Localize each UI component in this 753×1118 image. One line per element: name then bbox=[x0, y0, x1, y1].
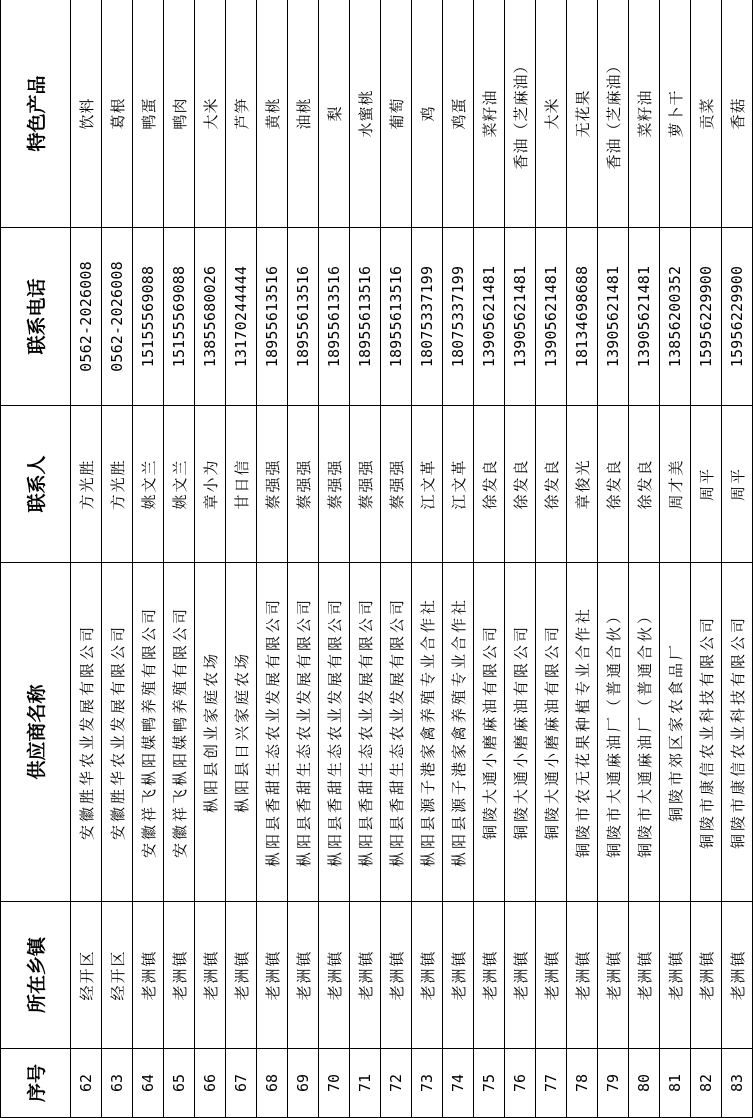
row-town: 老洲镇 bbox=[505, 902, 536, 1049]
row-index: 65 bbox=[164, 1049, 195, 1118]
row-phone: 18955613516 bbox=[257, 228, 288, 406]
row-product: 贡菜 bbox=[691, 0, 722, 228]
row-index: 73 bbox=[412, 1049, 443, 1118]
row-index: 71 bbox=[350, 1049, 381, 1118]
row-town: 老洲镇 bbox=[443, 902, 474, 1049]
row-phone: 18075337199 bbox=[412, 228, 443, 406]
row-supplier: 铜陵市大通麻油厂（普通合伙） bbox=[629, 563, 660, 902]
table-row bbox=[226, 0, 257, 1118]
row-phone: 0562-2026008 bbox=[102, 228, 133, 406]
row-contact: 周平 bbox=[722, 406, 753, 563]
table-row bbox=[722, 0, 753, 1118]
row-index: 70 bbox=[319, 1049, 350, 1118]
row-contact: 徐发良 bbox=[629, 406, 660, 563]
row-index: 82 bbox=[691, 1049, 722, 1118]
row-index: 67 bbox=[226, 1049, 257, 1118]
row-town: 老洲镇 bbox=[164, 902, 195, 1049]
row-product: 饮料 bbox=[71, 0, 102, 228]
row-product: 黄桃 bbox=[257, 0, 288, 228]
row-product: 油桃 bbox=[288, 0, 319, 228]
row-supplier: 枞阳县香甜生态农业发展有限公司 bbox=[257, 563, 288, 902]
row-phone: 0562-2026008 bbox=[71, 228, 102, 406]
table-row bbox=[195, 0, 226, 1118]
row-index: 80 bbox=[629, 1049, 660, 1118]
row-supplier: 枞阳县创业家庭农场 bbox=[195, 563, 226, 902]
table-row bbox=[691, 0, 722, 1118]
row-contact: 章俊光 bbox=[567, 406, 598, 563]
row-town: 老洲镇 bbox=[381, 902, 412, 1049]
row-town: 老洲镇 bbox=[660, 902, 691, 1049]
row-town: 老洲镇 bbox=[257, 902, 288, 1049]
row-phone: 18955613516 bbox=[381, 228, 412, 406]
row-product: 萝卜干 bbox=[660, 0, 691, 228]
row-contact: 徐发良 bbox=[536, 406, 567, 563]
row-supplier: 铜陵大通小磨麻油有限公司 bbox=[505, 563, 536, 902]
row-index: 79 bbox=[598, 1049, 629, 1118]
row-product: 香菇 bbox=[722, 0, 753, 228]
row-town: 老洲镇 bbox=[319, 902, 350, 1049]
row-product: 大米 bbox=[195, 0, 226, 228]
header-row bbox=[1, 0, 71, 1118]
row-product: 无花果 bbox=[567, 0, 598, 228]
row-supplier: 铜陵市康信农业科技有限公司 bbox=[691, 563, 722, 902]
row-index: 81 bbox=[660, 1049, 691, 1118]
row-product: 芦笋 bbox=[226, 0, 257, 228]
header-contact: 联系人 bbox=[1, 406, 71, 563]
row-supplier: 枞阳县源子港家禽养殖专业合作社 bbox=[443, 563, 474, 902]
row-contact: 徐发良 bbox=[505, 406, 536, 563]
row-town: 老洲镇 bbox=[474, 902, 505, 1049]
table-row bbox=[505, 0, 536, 1118]
table-row bbox=[598, 0, 629, 1118]
row-contact: 周平 bbox=[691, 406, 722, 563]
row-phone: 13905621481 bbox=[505, 228, 536, 406]
row-phone: 18955613516 bbox=[288, 228, 319, 406]
table-row bbox=[288, 0, 319, 1118]
header-phone: 联系电话 bbox=[1, 228, 71, 406]
row-town: 老洲镇 bbox=[567, 902, 598, 1049]
row-contact: 蔡强强 bbox=[350, 406, 381, 563]
row-town: 老洲镇 bbox=[226, 902, 257, 1049]
row-town: 经开区 bbox=[71, 902, 102, 1049]
row-phone: 15155569088 bbox=[133, 228, 164, 406]
row-contact: 徐发良 bbox=[474, 406, 505, 563]
table-row bbox=[133, 0, 164, 1118]
row-product: 葛根 bbox=[102, 0, 133, 228]
table-row bbox=[474, 0, 505, 1118]
row-index: 68 bbox=[257, 1049, 288, 1118]
row-contact: 蔡强强 bbox=[257, 406, 288, 563]
row-contact: 周才美 bbox=[660, 406, 691, 563]
row-index: 76 bbox=[505, 1049, 536, 1118]
row-index: 75 bbox=[474, 1049, 505, 1118]
table-row bbox=[412, 0, 443, 1118]
row-supplier: 铜陵大通小磨麻油有限公司 bbox=[536, 563, 567, 902]
row-product: 香油（芝麻油） bbox=[598, 0, 629, 228]
row-town: 老洲镇 bbox=[536, 902, 567, 1049]
row-supplier: 安徽祥飞枞阳媒鸭养殖有限公司 bbox=[133, 563, 164, 902]
header-product: 特色产品 bbox=[1, 0, 71, 228]
row-contact: 蔡强强 bbox=[381, 406, 412, 563]
row-town: 老洲镇 bbox=[412, 902, 443, 1049]
row-product: 香油（芝麻油） bbox=[505, 0, 536, 228]
table-row bbox=[102, 0, 133, 1118]
table-row bbox=[443, 0, 474, 1118]
row-index: 74 bbox=[443, 1049, 474, 1118]
row-supplier: 枞阳县源子港家禽养殖专业合作社 bbox=[412, 563, 443, 902]
row-phone: 18134698688 bbox=[567, 228, 598, 406]
row-product: 葡萄 bbox=[381, 0, 412, 228]
table-row bbox=[350, 0, 381, 1118]
row-product: 水蜜桃 bbox=[350, 0, 381, 228]
table-row bbox=[319, 0, 350, 1118]
row-supplier: 铜陵大通小磨麻油有限公司 bbox=[474, 563, 505, 902]
header-supplier: 供应商名称 bbox=[1, 563, 71, 902]
row-supplier: 安徽胜华农业发展有限公司 bbox=[102, 563, 133, 902]
row-supplier: 安徽祥飞枞阳媒鸭养殖有限公司 bbox=[164, 563, 195, 902]
row-town: 老洲镇 bbox=[691, 902, 722, 1049]
row-contact: 甘日信 bbox=[226, 406, 257, 563]
row-town: 老洲镇 bbox=[598, 902, 629, 1049]
row-supplier: 铜陵市大通麻油厂（普通合伙） bbox=[598, 563, 629, 902]
row-town: 老洲镇 bbox=[722, 902, 753, 1049]
row-supplier: 枞阳县香甜生态农业发展有限公司 bbox=[288, 563, 319, 902]
row-supplier: 枞阳县香甜生态农业发展有限公司 bbox=[319, 563, 350, 902]
row-supplier: 铜陵市康信农业科技有限公司 bbox=[722, 563, 753, 902]
row-supplier: 铜陵市农无花果种植专业合作社 bbox=[567, 563, 598, 902]
row-supplier: 枞阳县日兴家庭农场 bbox=[226, 563, 257, 902]
row-town: 老洲镇 bbox=[133, 902, 164, 1049]
table-row bbox=[629, 0, 660, 1118]
row-contact: 江文革 bbox=[443, 406, 474, 563]
row-supplier: 枞阳县香甜生态农业发展有限公司 bbox=[381, 563, 412, 902]
row-contact: 江文革 bbox=[412, 406, 443, 563]
row-product: 梨 bbox=[319, 0, 350, 228]
row-phone: 18955613516 bbox=[350, 228, 381, 406]
row-contact: 章小为 bbox=[195, 406, 226, 563]
table-row bbox=[660, 0, 691, 1118]
row-contact: 方光胜 bbox=[71, 406, 102, 563]
header-index: 序号 bbox=[1, 1049, 71, 1118]
row-phone: 18955613516 bbox=[319, 228, 350, 406]
row-index: 83 bbox=[722, 1049, 753, 1118]
row-phone: 15155569088 bbox=[164, 228, 195, 406]
row-product: 鸡 bbox=[412, 0, 443, 228]
row-phone: 15956229900 bbox=[691, 228, 722, 406]
row-index: 66 bbox=[195, 1049, 226, 1118]
row-contact: 蔡强强 bbox=[319, 406, 350, 563]
row-contact: 蔡强强 bbox=[288, 406, 319, 563]
row-contact: 姚文兰 bbox=[133, 406, 164, 563]
row-town: 老洲镇 bbox=[350, 902, 381, 1049]
row-index: 77 bbox=[536, 1049, 567, 1118]
row-phone: 13855680026 bbox=[195, 228, 226, 406]
row-product: 菜籽油 bbox=[629, 0, 660, 228]
row-town: 老洲镇 bbox=[288, 902, 319, 1049]
row-town: 经开区 bbox=[102, 902, 133, 1049]
row-phone: 13905621481 bbox=[474, 228, 505, 406]
row-supplier: 铜陵市郊区家农食品厂 bbox=[660, 563, 691, 902]
row-product: 菜籽油 bbox=[474, 0, 505, 228]
row-index: 62 bbox=[71, 1049, 102, 1118]
row-product: 鸭肉 bbox=[164, 0, 195, 228]
row-index: 63 bbox=[102, 1049, 133, 1118]
row-index: 72 bbox=[381, 1049, 412, 1118]
row-town: 老洲镇 bbox=[629, 902, 660, 1049]
row-phone: 13170244444 bbox=[226, 228, 257, 406]
row-phone: 13905621481 bbox=[536, 228, 567, 406]
header-town: 所在乡镇 bbox=[1, 902, 71, 1049]
table-row bbox=[164, 0, 195, 1118]
row-supplier: 安徽胜华农业发展有限公司 bbox=[71, 563, 102, 902]
row-product: 大米 bbox=[536, 0, 567, 228]
row-index: 78 bbox=[567, 1049, 598, 1118]
row-phone: 18075337199 bbox=[443, 228, 474, 406]
row-phone: 15956229900 bbox=[722, 228, 753, 406]
table-row bbox=[71, 0, 102, 1118]
row-product: 鸡蛋 bbox=[443, 0, 474, 228]
row-town: 老洲镇 bbox=[195, 902, 226, 1049]
row-supplier: 枞阳县香甜生态农业发展有限公司 bbox=[350, 563, 381, 902]
row-product: 鸭蛋 bbox=[133, 0, 164, 228]
row-index: 64 bbox=[133, 1049, 164, 1118]
row-contact: 方光胜 bbox=[102, 406, 133, 563]
table-row bbox=[536, 0, 567, 1118]
row-phone: 13905621481 bbox=[598, 228, 629, 406]
table-row bbox=[257, 0, 288, 1118]
row-contact: 姚文兰 bbox=[164, 406, 195, 563]
table-row bbox=[567, 0, 598, 1118]
table-row bbox=[381, 0, 412, 1118]
row-phone: 13856200352 bbox=[660, 228, 691, 406]
row-contact: 徐发良 bbox=[598, 406, 629, 563]
row-index: 69 bbox=[288, 1049, 319, 1118]
row-phone: 13905621481 bbox=[629, 228, 660, 406]
